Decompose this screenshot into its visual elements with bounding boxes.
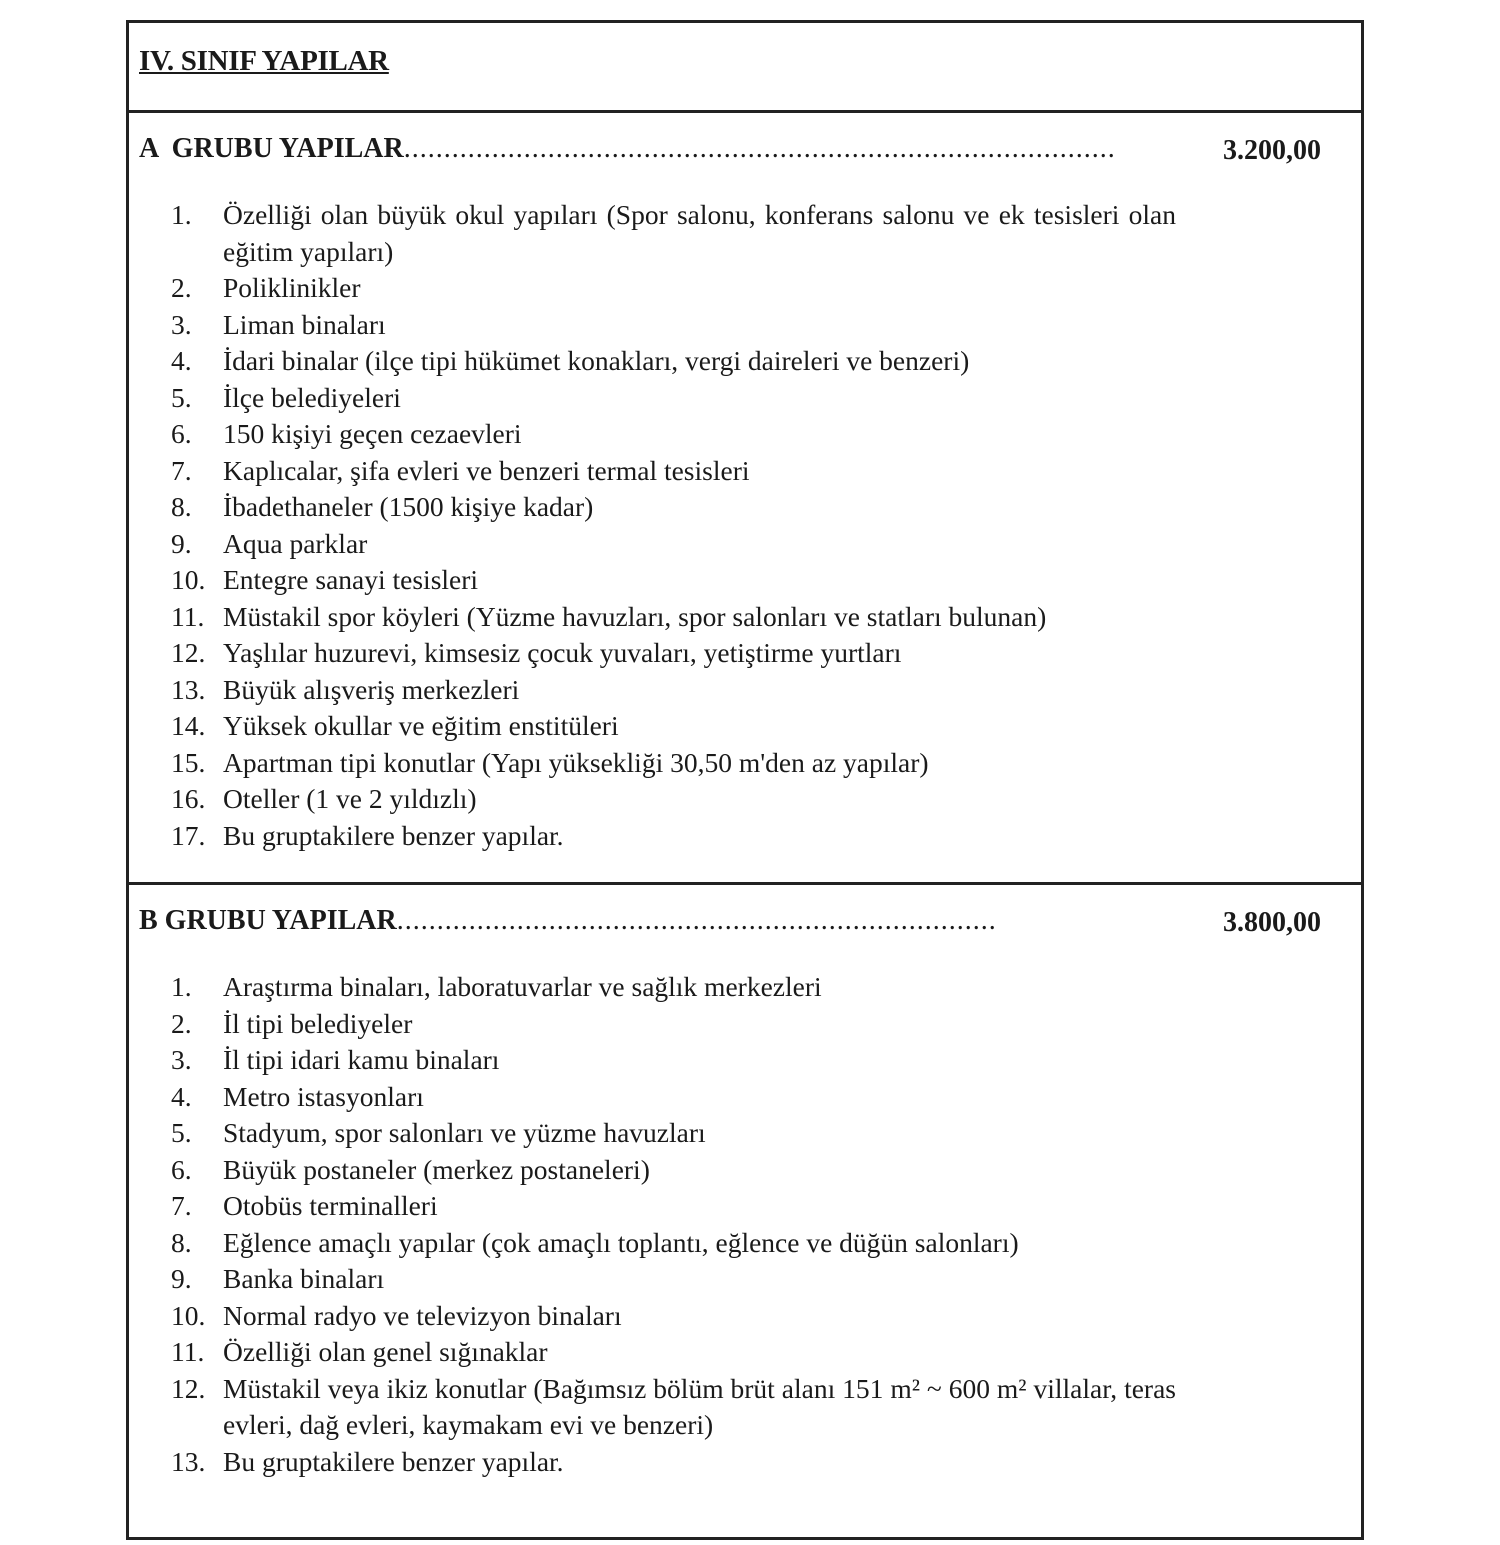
list-item: 11. Özelliği olan genel sığınaklar [171,1336,548,1367]
list-item: 5. İlçe belediyeleri [171,381,401,413]
group-b-leader-dots: ........................................................................... [396,905,997,936]
list-item: 3. İl tipi idari kamu binaları [171,1044,500,1075]
list-item: 7. Otobüs terminalleri [171,1190,438,1221]
list-item: 4. Metro istasyonları [171,1080,424,1112]
list-item: 11. Müstakil spor köyleri (Yüzme havuzları, spor salonları ve statları bulunan) [171,600,1047,632]
list-item: 16. Oteller (1 ve 2 yıldızlı) [171,783,477,814]
list-item: 2. Poliklinikler [171,272,361,303]
list-item: 9. Banka binaları [171,1263,385,1294]
list-item: 2. İl tipi belediyeler [171,1007,413,1039]
list-item: 12. Müstakil veya ikiz konutlar (Bağımsız bölüm brüt alanı 151 m² ~ 600 m² villalar, teras evleri, dağ evleri, kaymakam evi ve benzeri) [171,1372,1176,1440]
group-a-section [129,113,1361,885]
list-item: 10. Entegre sanayi tesisleri [171,564,479,595]
group-a-list [171,197,1176,854]
list-item: 14. Yüksek okullar ve eğitim enstitüleri [171,710,619,741]
list-item: 6. 150 kişiyi geçen cezaevleri [171,418,522,449]
document-table [126,20,1364,1540]
list-item: 1. Araştırma binaları, laboratuvarlar ve sağlık merkezleri [171,971,822,1002]
group-b-heading [139,905,997,937]
list-item: 1. Özelliği olan büyük okul yapıları (Spor salonu, konferans salonu ve ek tesisleri olan eğitim yapıları) [171,199,1176,267]
group-a-label: A GRUBU YAPILAR [139,133,404,164]
list-item: 12. Yaşlılar huzurevi, kimsesiz çocuk yuvaları, yetiştirme yurtları [171,637,902,668]
list-item: 5. Stadyum, spor salonları ve yüzme havuzları [171,1117,706,1148]
list-item: 13. Bu gruptakilere benzer yapılar. [171,1445,564,1477]
title-row [129,23,1361,113]
list-item: 4. İdari binalar (ilçe tipi hükümet konakları, vergi daireleri ve benzeri) [171,345,970,376]
list-item: 15. Apartman tipi konutlar (Yapı yüksekliği 30,50 m'den az yapılar) [171,746,929,778]
list-item: 3. Liman binaları [171,308,386,340]
list-item: 8. İbadethaneler (1500 kişiye kadar) [171,491,594,522]
list-item: 9. Aqua parklar [171,527,368,559]
group-a-price: 3.200,00 [1223,135,1321,166]
group-b-price: 3.800,00 [1223,907,1321,938]
group-a-leader-dots: ......................................................................................... [403,133,1116,164]
list-item: 7. Kaplıcalar, şifa evleri ve benzeri termal tesisleri [171,454,750,486]
list-item: 10. Normal radyo ve televizyon binaları [171,1299,622,1331]
group-b-list [171,969,1176,1480]
group-a-heading [139,133,1116,165]
list-item: 8. Eğlence amaçlı yapılar (çok amaçlı toplantı, eğlence ve düğün salonları) [171,1226,1019,1258]
group-b-section [129,885,1361,1545]
page-title: IV. SINIF YAPILAR [139,45,389,77]
list-item: 13. Büyük alışveriş merkezleri [171,673,520,705]
list-item: 6. Büyük postaneler (merkez postaneleri) [171,1153,650,1185]
group-b-label: B GRUBU YAPILAR [139,905,397,936]
list-item: 17. Bu gruptakilere benzer yapılar. [171,819,564,851]
